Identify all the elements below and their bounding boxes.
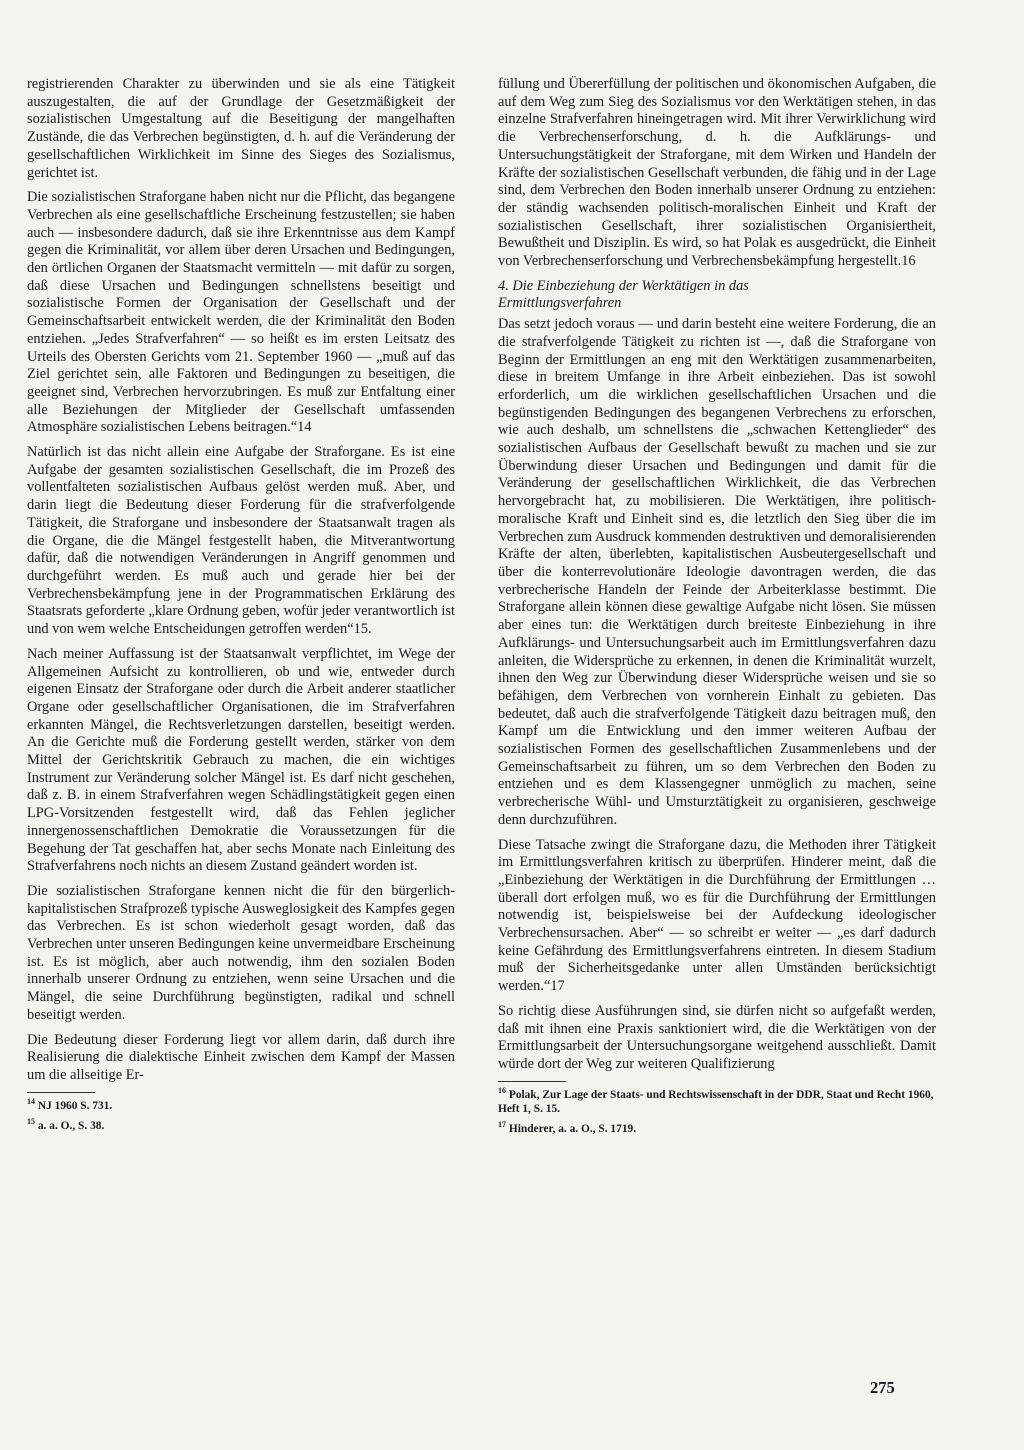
body-paragraph: Nach meiner Auffassung ist der Staatsanwalt verpflichtet, im Wege der Allgemeinen Aufsicht zu kontrollieren, ob und wie, entweder durch eigenen Einsatz der Straforgane oder durch die Arbeit anderer staatlicher Organe oder gesellschaftlicher Organisationen, die im Strafverfahren erkannten Mängel, die Rechtsverletzungen darstellen, beseitigt werden. An die Gerichte muß die Forderung gestellt werden, stärker von dem Mittel der Gerichtskritik Gebrauch zu machen, die ein wichtiges Instrument zur Veränderung solcher Mängel ist. Es darf nicht geschehen, daß z. B. in einem Strafverfahren wegen Schädlingstätigkeit gegen einen LPG-Vorsitzenden festgestellt wird, daß das Fehlen jeglicher innergenossenschaftlichen Demokratie die Voraussetzungen für die Begehung der Tat geschaffen hat, aber sechs Monate nach Einleitung des Strafverfahrens noch nichts an diesem Zustand geändert worden ist. bbox=[27, 645, 455, 875]
body-paragraph: Die sozialistischen Straforgane kennen nicht die für den bürgerlich-kapitalistischen Strafprozeß typische Ausweglosigkeit des Kampfes gegen das Verbrechen. Es ist schon wiederholt gesagt worden, daß das Verbrechen unter unseren Bedingungen keine unvermeidbare Erscheinung ist. Es ist möglich, aber auch notwendig, ihm den sozialen Boden innerhalb unserer Ordnung zu entziehen, wenn seine Ursachen und die Mängel, die seine Durchführung begünstigten, radikal und schnell beseitigt werden. bbox=[27, 882, 455, 1023]
footnote-text: NJ 1960 S. 731. bbox=[37, 1099, 113, 1112]
section-heading bbox=[498, 278, 936, 313]
footnote-mark: 17 bbox=[498, 1119, 506, 1129]
footnote-mark: 15 bbox=[27, 1116, 35, 1126]
footnote-text: Polak, Zur Lage der Staats- und Rechtswissenschaft in der DDR, Staat und Recht 1960, Heft 1, S. 15. bbox=[498, 1088, 934, 1115]
section-heading-line: 4. Die Einbeziehung der Werktätigen in das bbox=[498, 277, 749, 294]
left-column bbox=[27, 76, 455, 1133]
body-paragraph: registrierenden Charakter zu überwinden und sie als eine Tätigkeit auszugestalten, die auf der Grundlage der Gesetzmäßigkeit der sozialistischen Umgestaltung auf die Beseitigung der mangelhaften Zustände, die das Verbrechen begünstigten, d. h. auf die Veränderung der gesellschaftlichen Wirklichkeit im Sinne des Sieges des Sozialismus, gerichtet ist. bbox=[27, 76, 455, 181]
footnote-divider bbox=[27, 1092, 95, 1093]
footnote-mark: 14 bbox=[27, 1096, 35, 1106]
footnote bbox=[498, 1084, 936, 1116]
footnote-divider bbox=[498, 1081, 566, 1082]
body-paragraph: Die sozialistischen Straforgane haben nicht nur die Pflicht, das begangene Verbrechen als eine gesellschaftliche Erscheinung festzustellen; sie haben auch — insbesondere dadurch, daß sie ihre Erkenntnisse aus dem Kampf gegen die Kriminalität, vor allem über deren Ursachen und Bedingungen, den örtlichen Organen der Staatsmacht vermitteln — mit dafür zu sorgen, daß diese Ursachen und Bedingungen schnellstens beseitigt und sozialistische Formen der Organisation der Gesellschaft und der Gemeinschaftsarbeit entwickelt werden, die der Kriminalität den Boden entziehen. „Jedes Strafverfahren“ — so heißt es im ersten Leitsatz des Urteils des Obersten Gerichts vom 21. September 1960 — „muß auf das Ziel gerichtet sein, alle Faktoren und Bedingungen zu beseitigen, die geeignet sind, Verbrechen hervorzubringen. Es muß zur Entfaltung einer alle Beziehungen der Mitglieder der Gesellschaft umfassenden Atmosphäre sozialistischen Lebens beitragen.“14 bbox=[27, 189, 455, 436]
footnote-text: a. a. O., S. 38. bbox=[37, 1119, 105, 1132]
body-paragraph: Natürlich ist das nicht allein eine Aufgabe der Straforgane. Es ist eine Aufgabe der gesamten sozialistischen Gesellschaft, die im Prozeß des vollentfalteten sozialistischen Aufbaus gelöst werden muß. Aber, und darin liegt die Bedeutung dieser Forderung für die strafverfolgende Tätigkeit, die Straforgane und insbesondere der Staatsanwalt tragen als die Organe, die die Mängel festgestellt haben, die Mitverantwortung dafür, daß die notwendigen Veränderungen in Angriff genommen und durchgeführt werden. Es muß auch und gerade hier bei der Verbrechensbekämpfung jene in der Programmatischen Erklärung des Staatsrats geforderte „klare Ordnung geben, wofür jeder verantwortlich ist und von wem welche Entscheidungen getroffen werden“15. bbox=[27, 444, 455, 638]
body-paragraph: füllung und Übererfüllung der politischen und ökonomischen Aufgaben, die auf dem Weg zum Sieg des Sozialismus vor den Werktätigen stehen, in das einzelne Strafverfahren hineingetragen wird. Mit ihrer Verwirklichung wird die Verbrechenserforschung, d. h. die Aufklärungs- und Untersuchungstätigkeit der Straforgane, mit dem Wirken und Handeln der Kräfte der sozialistischen Gesellschaft verbunden, die fähig und in der Lage sind, dem Verbrechen den Boden innerhalb unserer Ordnung zu entziehen: der ständig wachsenden politisch-moralischen Einheit und Kraft der sozialistischen Gesellschaft, ihrer sozialistischen Organisiertheit, Bewußtheit und Disziplin. Es wird, so hat Polak es ausgedrückt, die Einheit von Verbrechenserforschung und Verbrechensbekämpfung hergestellt.16 bbox=[498, 76, 936, 270]
body-paragraph: Diese Tatsache zwingt die Straforgane dazu, die Methoden ihrer Tätigkeit im Ermittlungsverfahren kritisch zu überprüfen. Hinderer meint, daß die „Einbeziehung der Werktätigen in die Durchführung der Ermittlungen … überall dort erfolgen muß, wo es für die Durchführung der Ermittlungen notwendig ist, beispielsweise bei der Aufdeckung ideologischer Verbrechensursachen. Aber“ — so schreibt er weiter — „es darf dadurch keine Gefährdung des Ermittlungsverfahrens eintreten. In diesem Stadium muß der Sicherheitsgedanke unter allen Umständen berücksichtigt werden.“17 bbox=[498, 836, 936, 995]
footnote bbox=[27, 1095, 455, 1113]
body-paragraph: Das setzt jedoch voraus — und darin besteht eine weitere Forderung, die an die strafverfolgende Tätigkeit zu richten ist —, daß die Straforgane von Beginn der Ermittlungen an eng mit den Werktätigen zusammenarbeiten, diese in breitem Umfange in ihre Arbeit einbeziehen. Das ist sowohl erforderlich, um die wirklichen gesellschaftlichen Ursachen und die begünstigenden Bedingungen des begangenen Verbrechens zu erforschen, wie auch deshalb, um schnellstens die „schwachen Kettenglieder“ des sozialistischen Aufbaus der Gesellschaft bewußt zu machen und sie zur Überwindung dieser Ursachen und Bedingungen und damit für die Veränderung der gesellschaftlichen Wirklichkeit, die das Verbrechen hervorgebracht hat, zu mobilisieren. Die Werktätigen, ihre politisch-moralische Kraft und Einheit sind es, die letztlich den Sieg über die im Verbrechen zum Ausdruck kommenden destruktiven und demoralisierenden Kräfte der alten, überlebten, kapitalistischen Ausbeutergesellschaft und über die konterrevolutionäre Ideologie davontragen werden, die das verbrecherische Handeln der Feinde der Arbeiterklasse bestimmt. Die Straforgane allein können diese gewaltige Aufgabe nicht lösen. Sie müssen aber eines tun: die Werktätigen durch breiteste Einbeziehung in ihre Aufklärungs- und Untersuchungsarbeit auch im Ermittlungsverfahren dazu anleiten, die Widersprüche zu erkennen, in denen die Kriminalität wurzelt, ihnen den Weg zur Überwindung dieser Widersprüche weisen und sie so befähigen, dem Verbrechen von vornherein Einhalt zu gebieten. Das bedeutet, daß auch die strafverfolgende Tätigkeit dazu beitragen muß, den Kampf um die Entwicklung und den immer weiteren Aufbau der sozialistischen Formen des gesellschaftlichen Zusammenlebens und der Gemeinschaftsarbeit zu führen, um so dem Verbrechen den Boden zu entziehen und es dem Klassengegner unmöglich zu machen, seine verbrecherische Wühl- und Umsturztätigkeit zu organisieren, geschweige denn durchzuführen. bbox=[498, 316, 936, 828]
footnote-text: Hinderer, a. a. O., S. 1719. bbox=[508, 1122, 637, 1135]
footnote bbox=[498, 1118, 936, 1136]
footnote bbox=[27, 1115, 455, 1133]
body-paragraph: Die Bedeutung dieser Forderung liegt vor allem darin, daß durch ihre Realisierung die dialektische Einheit zwischen dem Kampf der Massen um die allseitige Er- bbox=[27, 1031, 455, 1083]
body-paragraph: So richtig diese Ausführungen sind, sie dürfen nicht so aufgefaßt werden, daß mit ihnen eine Praxis sanktioniert wird, die die Werktätigen von der Ermittlungsarbeit der Untersuchungsorgane weitgehend ausschließt. Damit würde dort der Weg zur weiteren Qualifizierung bbox=[498, 1002, 936, 1072]
right-column bbox=[498, 76, 936, 1136]
section-heading-line: Ermittlungsverfahren bbox=[498, 295, 622, 312]
footnote-mark: 16 bbox=[498, 1085, 506, 1095]
page-number: 275 bbox=[870, 1378, 895, 1397]
